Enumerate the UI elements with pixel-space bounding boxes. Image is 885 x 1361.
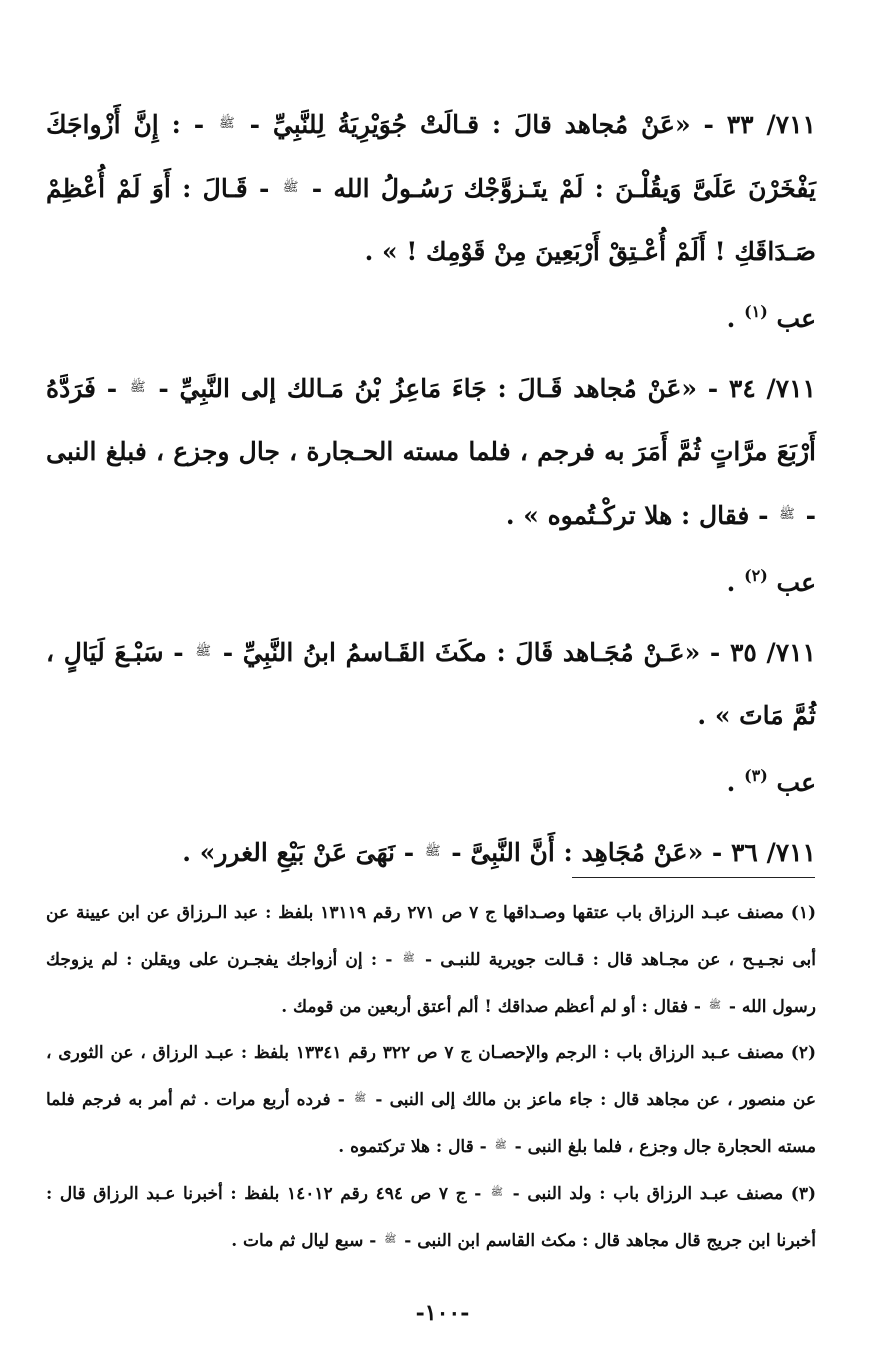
hadith-number: ٧١١/ ٣٥ — [730, 638, 816, 667]
hadith-number: ٧١١/ ٣٤ — [728, 374, 816, 403]
footnote-3 — [46, 1170, 816, 1264]
source-line: عب $^{(٢)}$ . — [726, 566, 816, 597]
footnote-text: أبى نجـيـح ، عن مجـاهد قال : قـالت جويرية للنبـى - — [425, 950, 817, 970]
salla-honorific-icon: ﷺ — [708, 1000, 721, 1011]
source-abbrev: عب — [776, 568, 816, 597]
salla-honorific-icon: ﷺ — [490, 1187, 503, 1198]
hadith-text: - نَهَىَ عَنْ بَيْعِ الغرر» . — [182, 838, 415, 867]
footnote-text: أخبرنا ابن جريج قال مجاهد قال : مكث القاسم ابن النبى - — [404, 1231, 816, 1251]
hadith-text: - سَبْـعَ لَيَالٍ ، ثُمَّ مَاتَ » . — [46, 638, 816, 730]
hadith-text: «عَنْ مُجاهد قَـالَ : جَاءَ مَاعِزُ بْنُ مَـالك إلى النَّبِيِّ - — [158, 374, 698, 403]
footnote-text: عن منصور ، عن مجاهد قال : جاء ماعز بن مالك إلى النبى - — [375, 1090, 817, 1110]
footnotes — [46, 890, 816, 1264]
main-text — [46, 92, 816, 884]
salla-honorific-icon: ﷺ — [282, 180, 299, 195]
footnote-text: - فقال : أو لم أعظم صداقك ! ألم أعتق أربعين من قومك . — [281, 997, 701, 1017]
footnote-ref: (٣) — [744, 766, 768, 785]
hadith-text: «عَنْ مُجاهد قالَ : قـالَتْ جُوَيْرِيَةُ لِلنَّبِيِّ - — [249, 110, 691, 139]
footnote-text: (٢) مصنف عـبد الرزاق باب : الرجم والإحصـان ج ٧ ص ٣٢٢ رقم ١٣٣٤١ بلفظ : عبـد الرزاق ، عن الثورى ، — [46, 1043, 816, 1063]
salla-honorific-icon: ﷺ — [424, 844, 441, 859]
source-abbrev: عب — [776, 768, 816, 797]
salla-honorific-icon: ﷺ — [195, 644, 212, 659]
footnote-text: - سبع ليال ثم مات . — [231, 1231, 377, 1251]
salla-honorific-icon: ﷺ — [129, 380, 146, 395]
hadith-number: ٧١١/ ٣٣ — [726, 110, 816, 139]
salla-honorific-icon: ﷺ — [354, 1093, 367, 1104]
footnote-divider — [572, 877, 815, 878]
hadith-34: ٧١١/ ٣٤ - «عَنْ مُجاهد قَـالَ : جَاءَ مَاعِزُ بْنُ مَـالك إلى النَّبِيِّ - ﷺ - فَرَدَّهُ أَرْبَعَ مرَّاتٍ ثُمَّ أَمَرَ به فرجم ، فلما مسته الحـجارة ، جال وجزع ، فبلغ النبى - ﷺ - فقال : هلا تركْـتُموه » . — [46, 356, 816, 547]
footnote-text: - : إن أزواجك يفجـرن على ويقلن : لم يزوجك — [46, 950, 393, 970]
source-line: عب $^{(٣)}$ . — [726, 766, 816, 797]
salla-honorific-icon: ﷺ — [384, 1234, 397, 1245]
hadith-text: «عَـنْ مُجَـاهد قَالَ : مكَثَ القَـاسمُ ابنُ النَّبِيِّ - — [222, 638, 701, 667]
hadith-text: - فقال : هلا تركْـتُموه » . — [505, 501, 769, 530]
footnote-ref: (٢) — [744, 566, 768, 585]
footnote-text: - فرده أربع مرات . — [203, 1090, 345, 1110]
salla-honorific-icon: ﷺ — [402, 953, 415, 964]
hadith-text: - قَـالَ : أَوَ لَمْ أُعْظِمْ صَـدَاقَكِ ! أَلَمْ أُعْـتِقْ أَرْبَعِينَ مِنْ قَوْمِك ! » . — [46, 174, 816, 266]
salla-honorific-icon: ﷺ — [779, 507, 795, 522]
salla-honorific-icon: ﷺ — [219, 116, 235, 131]
hadith-number: ٧١١/ ٣٦ — [731, 838, 816, 867]
footnote-text: (٣) مصنف عبـد الرزاق باب : ولد النبى - — [512, 1184, 817, 1204]
footnote-text: - قال : هلا تركتموه . — [338, 1137, 487, 1157]
salla-honorific-icon: ﷺ — [494, 1140, 507, 1151]
hadith-text: - فَرَدَّهُ أَرْبَعَ مرَّاتٍ ثُمَّ أَمَرَ به فرجم ، فلما مسته الحـجارة ، جال وجزع ، فبلغ النبى - — [46, 374, 816, 530]
hadith-text: - : إِنَّ أَزْواجَكَ يَفْخَرْنَ عَلَىَّ وَيقُلْـنَ : لَمْ يتَـزوَّجْك رَسُـولُ الله - — [46, 110, 816, 203]
footnote-text: (١) مصنف عبـد الرزاق باب عتقها وصـداقها ج ٧ ص ٢٧١ رقم ١٣١١٩ بلفظ : عبد الـرزاق عن ابن عيينة عن — [46, 903, 816, 923]
footnote-text: ثم أمر به فرجم فلما مسته الحجارة جال وجزع ، فلما بلغ النبى - — [46, 1090, 816, 1157]
hadith-33: ٧١١/ ٣٣ - «عَنْ مُجاهد قالَ : قـالَتْ جُوَيْرِيَةُ لِلنَّبِيِّ - ﷺ - : إِنَّ أَزْواجَكَ يَفْخَرْنَ عَلَىَّ وَيقُلْـنَ : لَمْ يتَـزوَّجْك رَسُـولُ الله - ﷺ - قَـالَ : أَوَ لَمْ أُعْظِمْ صَـدَاقَكِ ! أَلَمْ أُعْـتِقْ أَرْبَعِينَ مِنْ قَوْمِك ! » . — [46, 92, 816, 283]
footnote-2 — [46, 1030, 816, 1170]
hadith-text: «عَنْ مُجَاهِد : أَنَّ النَّبِىَّ - — [451, 838, 704, 867]
footnote-1 — [46, 890, 816, 1030]
footnote-text: رسول الله - — [728, 997, 816, 1017]
footnote-ref: (١) — [744, 302, 768, 321]
footnote-text: - ج ٧ ص ٤٩٤ رقم ١٤٠١٢ بلفظ : أخبرنا عـبد الرزاق قال : — [46, 1184, 482, 1204]
source-abbrev: عب — [776, 304, 816, 333]
hadith-36: ٧١١/ ٣٦ - «عَنْ مُجَاهِد : أَنَّ النَّبِىَّ - ﷺ - نَهَىَ عَنْ بَيْعِ الغرر» . — [46, 820, 816, 884]
hadith-35: ٧١١/ ٣٥ - «عَـنْ مُجَـاهد قَالَ : مكَثَ القَـاسمُ ابنُ النَّبِيِّ - ﷺ - سَبْـعَ لَيَالٍ ، ثُمَّ مَاتَ » . — [46, 620, 816, 747]
source-line: عب $^{(١)}$ . — [726, 302, 816, 333]
page-number: -١٠٠- — [415, 1300, 470, 1326]
